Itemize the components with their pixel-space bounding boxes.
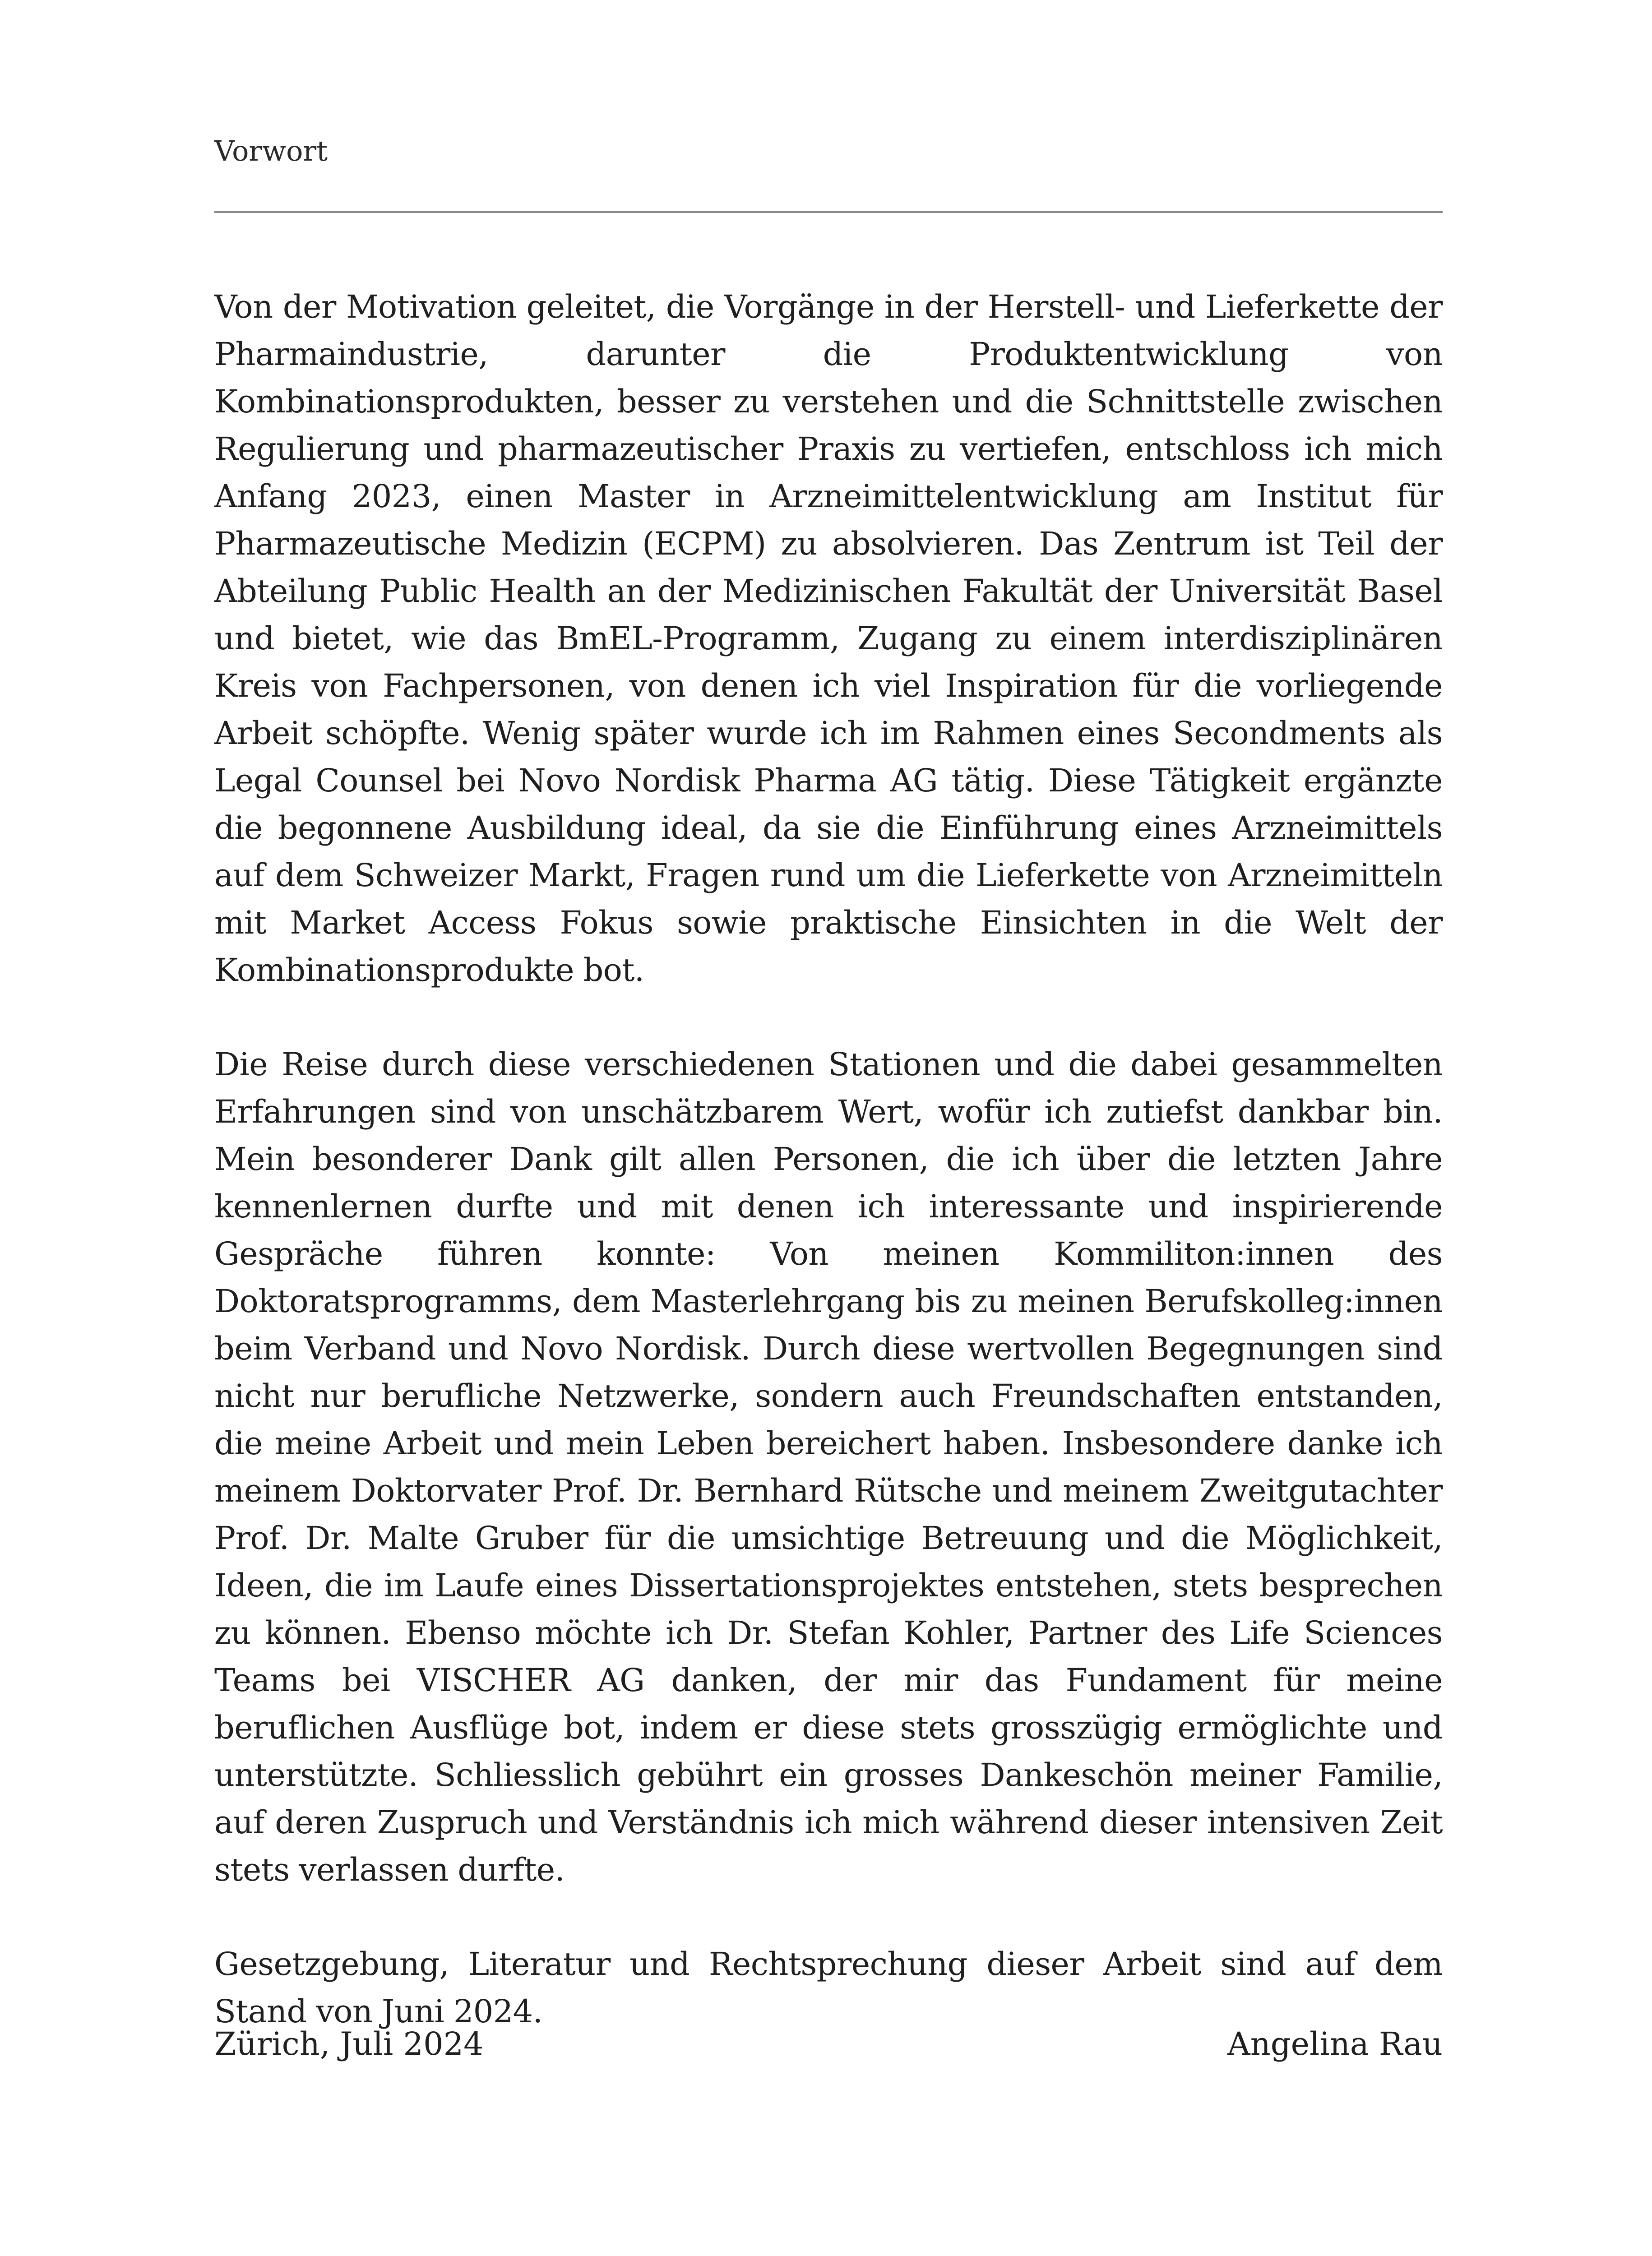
paragraph-motivation: Von der Motivation geleitet, die Vorgänge in der Herstell- und Lieferkette der Pharmaindustrie, darunter die Produktentwicklung von Kombinationsprodukten, besser zu verstehen und die Schnittstelle zwischen Regulierung und pharmazeutischer Praxis zu vertiefen, entschloss ich mich Anfang 2023, einen Master in Arzneimittelentwicklung am Institut für Pharmazeutische Medizin (ECPM) zu absolvieren. Das Zentrum ist Teil der Abteilung Public Health an der Medizinischen Fakultät der Universität Basel und bietet, wie das BmEL-Programm, Zugang zu einem interdisziplinären Kreis von Fachpersonen, von denen ich viel Inspiration für die vorliegende Arbeit schöpfte. Wenig später wurde ich im Rahmen eines Secondments als Legal Counsel bei Novo Nordisk Pharma AG tätig. Diese Tätigkeit ergänzte die begonnene Ausbildung ideal, da sie die Einführung eines Arzneimittels auf dem Schweizer Markt, Fragen rund um die Lieferkette von Arzneimitteln mit Market Access Fokus sowie praktische Einsichten in die Welt der Kombinationsprodukte bot. bbox=[214, 288, 1443, 989]
header-divider bbox=[214, 211, 1443, 213]
paragraph-legal-status: Gesetzgebung, Literatur und Rechtsprechung dieser Arbeit sind auf dem Stand von Juni 2024. bbox=[214, 1946, 1443, 2030]
running-header-title: Vorwort bbox=[214, 134, 328, 167]
place-and-date: Zürich, Juli 2024 bbox=[214, 2025, 484, 2062]
paragraph-acknowledgements: Die Reise durch diese verschiedenen Stationen und die dabei gesammelten Erfahrungen sind von unschätzbarem Wert, wofür ich zutiefst dankbar bin. Mein besonderer Dank gilt allen Personen, die ich über die letzten Jahre kennenlernen durfte und mit denen ich interessante und inspirierende Gespräche führen konnte: Von meinen Kommiliton:innen des Doktoratsprogramms, dem Masterlehrgang bis zu meinen Berufskolleg:innen beim Verband und Novo Nordisk. Durch diese wertvollen Begegnungen sind nicht nur berufliche Netzwerke, sondern auch Freundschaften entstanden, die meine Arbeit und mein Leben bereichert haben. Insbesondere danke ich meinem Doktorvater Prof. Dr. Bernhard Rütsche und meinem Zweitgutachter Prof. Dr. Malte Gruber für die umsichtige Betreuung und die Möglichkeit, Ideen, die im Laufe eines Dissertationsprojektes entstehen, stets besprechen zu können. Ebenso möchte ich Dr. Stefan Kohler, Partner des Life Sciences Teams bei VISCHER AG danken, der mir das Fundament für meine beruflichen Ausflüge bot, indem er diese stets grosszügig ermöglichte und unterstützte. Schliesslich gebührt ein grosses Dankeschön meiner Familie, auf deren Zuspruch und Verständnis ich mich während dieser intensiven Zeit stets verlassen durfte. bbox=[214, 1046, 1443, 1888]
author-name: Angelina Rau bbox=[1227, 2025, 1443, 2062]
document-page bbox=[214, 0, 1443, 2256]
preface-body bbox=[214, 283, 1443, 2082]
